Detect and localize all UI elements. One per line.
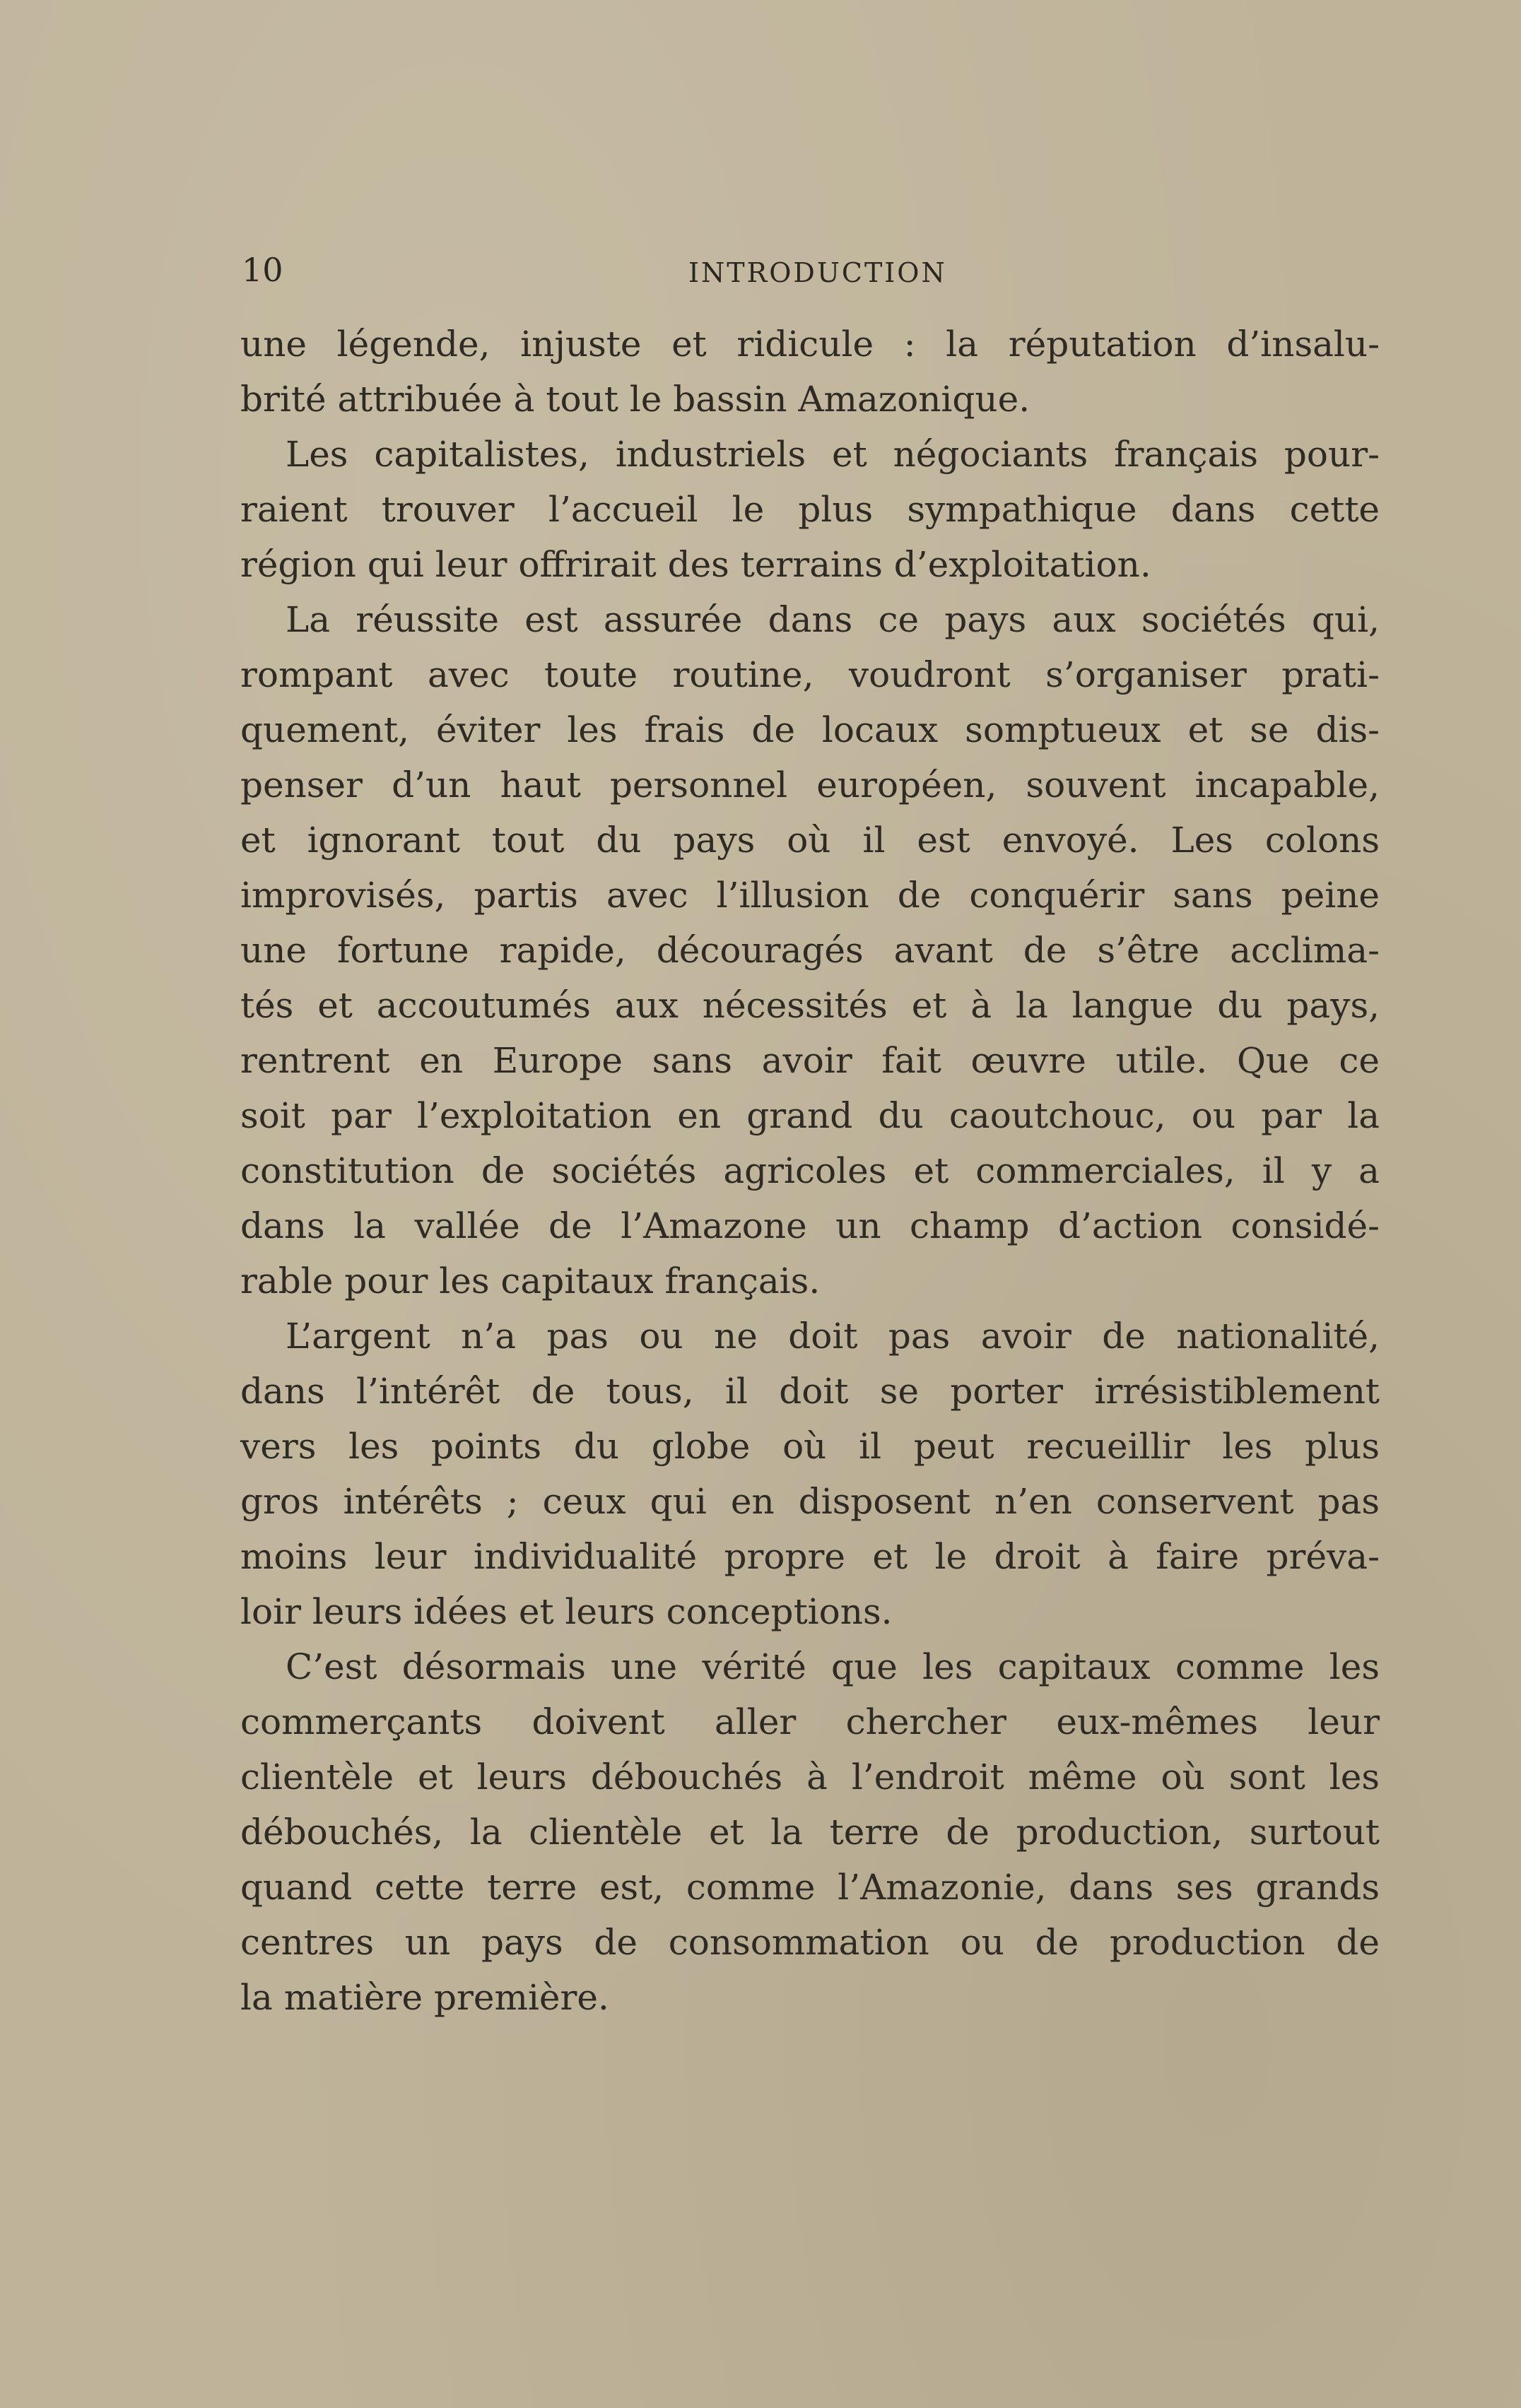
text-line: L’argent n’a pas ou ne doit pas avoir de nationalité,: [286, 1316, 1380, 1357]
text-line: rompant avec toute routine, voudront s’organiser prati-: [240, 654, 1380, 695]
text-line: une fortune rapide, découragés avant de s’être acclima-: [240, 930, 1380, 971]
text-line: brité attribuée à tout le bassin Amazonique.: [240, 379, 1030, 420]
text-line: centres un pays de consommation ou de production de: [240, 1922, 1380, 1963]
text-line: loir leurs idées et leurs conceptions.: [240, 1591, 893, 1632]
text-line: rable pour les capitaux français.: [240, 1261, 821, 1302]
text-line: penser d’un haut personnel européen, souvent incapable,: [240, 765, 1380, 805]
text-line: La réussite est assurée dans ce pays aux sociétés qui,: [286, 599, 1380, 640]
text-line: commerçants doivent aller chercher eux-mêmes leur: [240, 1701, 1380, 1742]
page-number: 10: [242, 251, 283, 289]
text-line: vers les points du globe où il peut recueillir les plus: [240, 1426, 1380, 1467]
text-line: région qui leur offrirait des terrains d’exploitation.: [240, 544, 1151, 585]
page-header: [242, 249, 1380, 291]
text-line: raient trouver l’accueil le plus sympathique dans cette: [240, 489, 1380, 530]
body-text: [240, 317, 1380, 2025]
text-line: moins leur individualité propre et le droit à faire préva-: [240, 1536, 1380, 1577]
text-line: dans l’intérêt de tous, il doit se porter irrésistiblement: [240, 1371, 1380, 1412]
text-line: rentrent en Europe sans avoir fait œuvre utile. Que ce: [240, 1040, 1380, 1081]
running-head: INTRODUCTION: [688, 257, 947, 288]
text-line: tés et accoutumés aux nécessités et à la langue du pays,: [240, 985, 1380, 1026]
text-line: quement, éviter les frais de locaux somptueux et se dis-: [240, 709, 1380, 750]
text-line: la matière première.: [240, 1977, 609, 2018]
text-line: débouchés, la clientèle et la terre de production, surtout: [240, 1812, 1380, 1853]
text-line: Les capitalistes, industriels et négociants français pour-: [286, 434, 1380, 475]
text-line: gros intérêts ; ceux qui en disposent n’en conservent pas: [240, 1481, 1380, 1522]
text-line: clientèle et leurs débouchés à l’endroit même où sont les: [240, 1757, 1380, 1798]
text-line: soit par l’exploitation en grand du caoutchouc, ou par la: [240, 1095, 1380, 1136]
text-line: et ignorant tout du pays où il est envoyé. Les colons: [240, 820, 1380, 861]
text-line: C’est désormais une vérité que les capitaux comme les: [286, 1646, 1380, 1687]
text-line: improvisés, partis avec l’illusion de conquérir sans peine: [240, 875, 1380, 916]
text-line: dans la vallée de l’Amazone un champ d’action considé-: [240, 1205, 1380, 1246]
text-line: une légende, injuste et ridicule : la réputation d’insalu-: [240, 324, 1380, 365]
text-line: constitution de sociétés agricoles et commerciales, il y a: [240, 1150, 1380, 1191]
text-line: quand cette terre est, comme l’Amazonie, dans ses grands: [240, 1867, 1380, 1908]
